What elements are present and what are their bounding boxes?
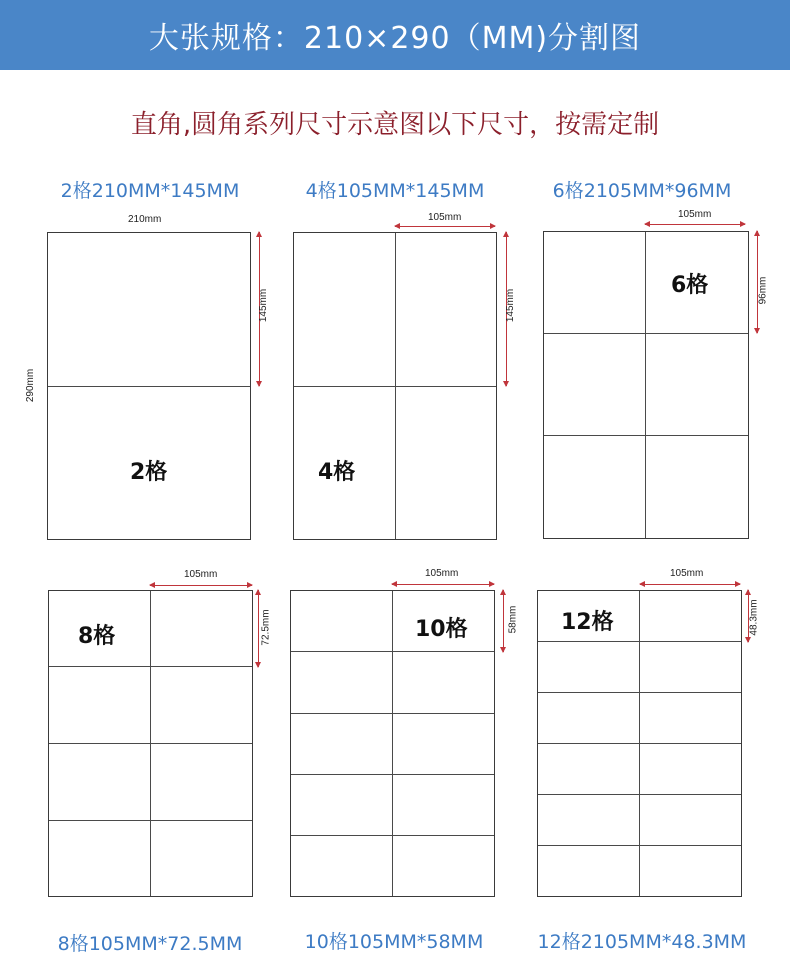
- sheet-4-width-label: 105mm: [428, 212, 462, 223]
- row-divider: [538, 692, 741, 693]
- sheet-12-cell-height-label: 48.3mm: [748, 599, 760, 636]
- sheet-8-width-label: 105mm: [184, 569, 218, 580]
- sheet-4-cell-height-label: 145mm: [505, 288, 517, 323]
- sheet-4-cell: [293, 232, 497, 540]
- column-divider: [645, 232, 646, 538]
- row-divider: [291, 713, 494, 714]
- sheet-2-cell-height-label: 145mm: [258, 288, 270, 323]
- row-divider: [291, 835, 494, 836]
- sheet-8-cell: [48, 590, 253, 897]
- sheet-2-cell: [47, 232, 251, 540]
- sheet-6-width-label: 105mm: [678, 209, 712, 220]
- sheet-10-width-label: 105mm: [425, 568, 459, 579]
- caption-8-cell: 8格105MM*72.5MM: [57, 933, 243, 955]
- sheet-6-cell-height-label: 96mm: [757, 276, 769, 305]
- caption-10-cell: 10格105MM*58MM: [304, 931, 484, 953]
- sheet-6-width-arrow: [645, 224, 745, 225]
- column-divider: [392, 591, 393, 896]
- sheet-8-width-arrow: [150, 585, 252, 586]
- sheet-8-cell-label: 8格: [78, 624, 116, 649]
- row-divider: [291, 774, 494, 775]
- sheet-6-cell-label: 6格: [671, 273, 709, 298]
- row-divider: [544, 333, 748, 334]
- sheet-12-cell-label: 12格: [561, 610, 614, 635]
- subtitle: 直角,圆角系列尺寸示意图以下尺寸，按需定制: [130, 110, 660, 140]
- row-divider: [538, 641, 741, 642]
- sheet-8-height-arrow: [258, 590, 259, 667]
- sheet-4-width-arrow: [395, 226, 495, 227]
- sheet-2-width-label: 210mm: [128, 214, 162, 225]
- row-divider: [294, 386, 496, 387]
- sheet-12-cell: [537, 590, 742, 897]
- row-divider: [49, 820, 252, 821]
- page-title: 大张规格：210×290（MM)分割图: [148, 21, 642, 56]
- sheet-10-cell: [290, 590, 495, 897]
- sheet-10-cell-label: 10格: [415, 617, 468, 642]
- sheet-12-width-label: 105mm: [670, 568, 704, 579]
- sheet-10-cell-height-label: 58mm: [507, 605, 519, 634]
- row-divider: [49, 743, 252, 744]
- sheet-12-width-arrow: [640, 584, 740, 585]
- caption-4-cell: 4格105MM*145MM: [305, 180, 485, 202]
- row-divider: [538, 794, 741, 795]
- sheet-6-cell: [543, 231, 749, 539]
- row-divider: [49, 666, 252, 667]
- row-divider: [291, 651, 494, 652]
- sheet-2-cell-label: 2格: [130, 460, 168, 485]
- caption-2-cell: 2格210MM*145MM: [60, 180, 240, 202]
- caption-6-cell: 6格2105MM*96MM: [552, 180, 732, 202]
- row-divider: [538, 845, 741, 846]
- sheet-10-height-arrow: [503, 590, 504, 652]
- row-divider: [48, 386, 250, 387]
- sheet-2-height-label: 290mm: [25, 368, 37, 403]
- sheet-10-width-arrow: [392, 584, 494, 585]
- sheet-4-cell-label: 4格: [318, 460, 356, 485]
- header-banner: [0, 0, 790, 70]
- sheet-8-cell-height-label: 72.5mm: [260, 609, 272, 646]
- row-divider: [544, 435, 748, 436]
- row-divider: [538, 743, 741, 744]
- caption-12-cell: 12格2105MM*48.3MM: [537, 931, 747, 953]
